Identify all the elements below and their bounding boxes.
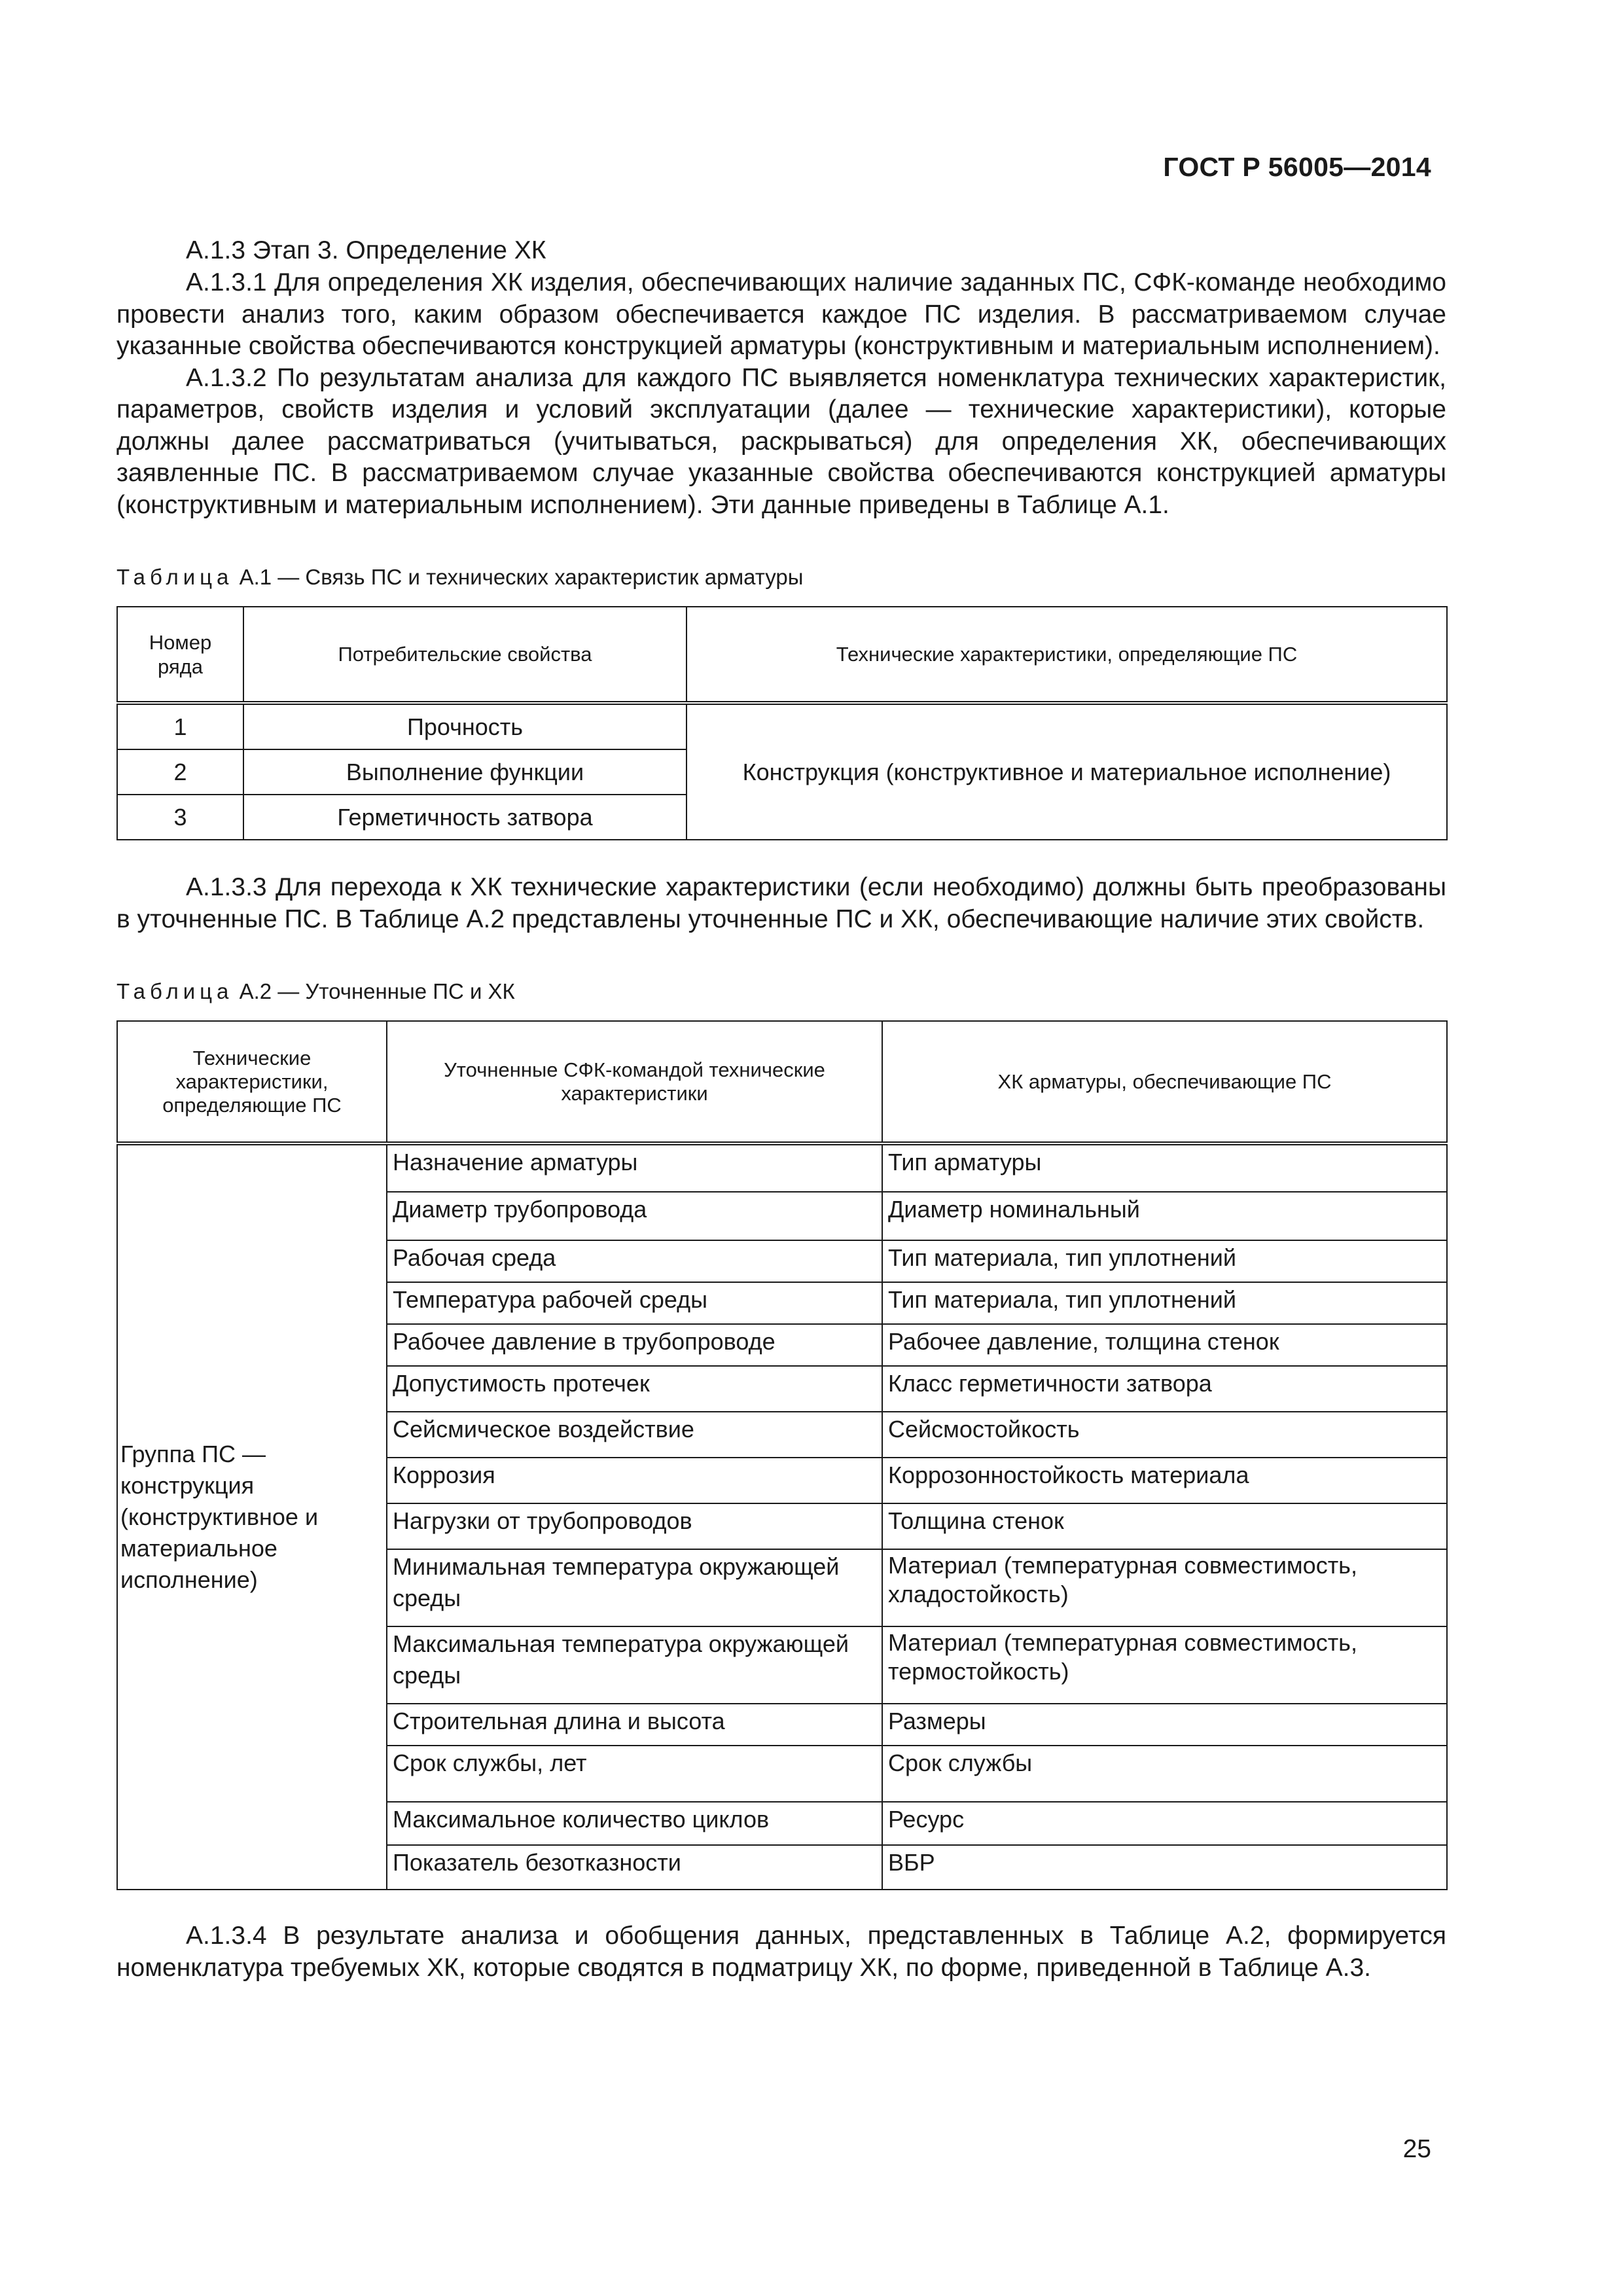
page-number: 25 [1402, 2135, 1431, 2163]
table-a2-header-cell: Уточненные СФК-командой технические характеристики [387, 1021, 882, 1143]
table-a1-property: Выполнение функции [243, 749, 687, 795]
table-a2-refined-cell: Показатель безотказности [387, 1845, 882, 1890]
table-a2-group-label: Группа ПС — конструкция (конструктивное и материальное исполнение) [117, 1143, 387, 1890]
table-a2-hk-cell: Материал (температурная совместимость, хладостойкость) [882, 1549, 1447, 1626]
document-code: ГОСТ Р 56005—2014 [1163, 152, 1431, 182]
section-heading: А.1.3 Этап 3. Определение ХК [186, 236, 546, 264]
page-content [116, 234, 1446, 1984]
table-a2-header-cell: ХК арматуры, обеспечивающие ПС [882, 1021, 1447, 1143]
table-a1-header-row [117, 607, 1447, 703]
paragraph-a131: А.1.3.1 Для определения ХК изделия, обеспечивающих наличие заданных ПС, СФК-команде необходимо провести анализ того, каким образом обеспечивается каждое ПС изделия. В рассматриваемом случае указанные свойства обеспечиваются конструкцией арматуры (конструктивным и материальным исполнением). [116, 268, 1446, 360]
table-a2-refined-cell: Максимальное количество циклов [387, 1802, 882, 1845]
table-a2-hk-cell: Ресурс [882, 1802, 1447, 1845]
table-a2-refined-cell: Максимальная температура окружающей среды [387, 1626, 882, 1704]
table-a2-hk-cell: Материал (температурная совместимость, термостойкость) [882, 1626, 1447, 1704]
table-a2-hk-cell: ВБР [882, 1845, 1447, 1890]
table-a1-merged-value: Конструкция (конструктивное и материальное исполнение) [687, 703, 1447, 840]
table1-caption [116, 564, 1446, 590]
table-a2-refined-cell: Минимальная температура окружающей среды [387, 1549, 882, 1626]
table-a2-hk-cell: Толщина стенок [882, 1503, 1447, 1549]
table-a2-hk-cell: Диаметр номинальный [882, 1192, 1447, 1240]
table2-caption [116, 978, 1446, 1005]
table-a2-hk-cell: Срок службы [882, 1746, 1447, 1802]
table2-caption-label: Таблица [116, 979, 234, 1003]
table-a1-property: Герметичность затвора [243, 795, 687, 840]
table1-caption-text: А.1 — Связь ПС и технических характеристик арматуры [239, 565, 804, 589]
table-a2-refined-cell: Нагрузки от трубопроводов [387, 1503, 882, 1549]
table-a1-header-cell: Потребительские свойства [243, 607, 687, 703]
table-a2-refined-cell: Диаметр трубопровода [387, 1192, 882, 1240]
table-a1-property: Прочность [243, 703, 687, 749]
paragraph-a133: А.1.3.3 Для перехода к ХК технические характеристики (если необходимо) должны быть преобразованы в уточненные ПС. В Таблице А.2 представлены уточненные ПС и ХК, обеспечивающие наличие этих свойств. [116, 873, 1446, 933]
paragraph-a132: А.1.3.2 По результатам анализа для каждого ПС выявляется номенклатура технических характеристик, параметров, свойств изделия и условий эксплуатации (далее — технические характеристики), которые должны далее рассматриваться (учитываться, раскрываться) для определения ХК, обеспечивающих заявленные ПС. В рассматриваемом случае указанные свойства обеспечиваются конструкцией арматуры (конструктивным и материальным исполнением). Эти данные приведены в Таблице А.1. [116, 363, 1446, 519]
table-a2-hk-cell: Размеры [882, 1704, 1447, 1746]
table-a2-hk-cell: Сейсмостойкость [882, 1412, 1447, 1458]
table-a2-refined-cell: Температура рабочей среды [387, 1282, 882, 1324]
table-a2 [116, 1020, 1448, 1890]
table-a2-header-cell: Технические характеристики, определяющие ПС [117, 1021, 387, 1143]
table-a1-row-number: 2 [117, 749, 243, 795]
table-a2-refined-cell: Строительная длина и высота [387, 1704, 882, 1746]
table-a2-refined-cell: Рабочее давление в трубопроводе [387, 1324, 882, 1366]
table-a2-hk-cell: Коррозонностойкость материала [882, 1458, 1447, 1503]
table-a2-header-row [117, 1021, 1447, 1143]
table-a1-header-cell: Номер ряда [117, 607, 243, 703]
table1-caption-label: Таблица [116, 565, 234, 589]
table2-caption-text: А.2 — Уточненные ПС и ХК [239, 979, 515, 1003]
table-a2-refined-cell: Коррозия [387, 1458, 882, 1503]
table-a1-header-cell: Технические характеристики, определяющие ПС [687, 607, 1447, 703]
table-a1 [116, 606, 1448, 840]
table-row [117, 703, 1447, 749]
table-a2-refined-cell: Назначение арматуры [387, 1143, 882, 1192]
table-a2-refined-cell: Допустимость протечек [387, 1366, 882, 1412]
table-a2-refined-cell: Рабочая среда [387, 1240, 882, 1282]
table-a2-hk-cell: Рабочее давление, толщина стенок [882, 1324, 1447, 1366]
table-a2-hk-cell: Тип материала, тип уплотнений [882, 1240, 1447, 1282]
paragraph-a134: А.1.3.4 В результате анализа и обобщения данных, представленных в Таблице А.2, формируется номенклатура требуемых ХК, которые сводятся в подматрицу ХК, по форме, приведенной в Таблице А.3. [116, 1922, 1446, 1982]
table-a2-hk-cell: Класс герметичности затвора [882, 1366, 1447, 1412]
table-a2-refined-cell: Сейсмическое воздействие [387, 1412, 882, 1458]
table-row [117, 1143, 1447, 1192]
table-a2-refined-cell: Срок службы, лет [387, 1746, 882, 1802]
table-a2-hk-cell: Тип арматуры [882, 1143, 1447, 1192]
table-a2-hk-cell: Тип материала, тип уплотнений [882, 1282, 1447, 1324]
table-a1-row-number: 3 [117, 795, 243, 840]
table-a1-row-number: 1 [117, 703, 243, 749]
